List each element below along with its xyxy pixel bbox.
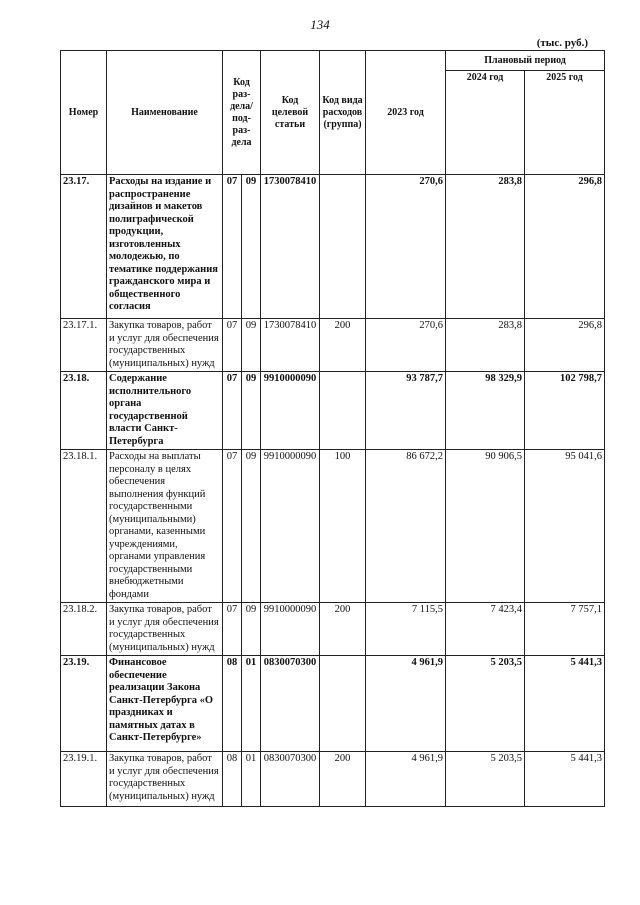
row-section: 07 xyxy=(223,175,242,319)
row-expense-type: 200 xyxy=(320,319,366,372)
table-row xyxy=(61,603,605,656)
row-name: Закупка товаров, работ и услуг для обеспечения государственных (муниципальных) нужд xyxy=(107,319,223,372)
row-value-2024: 5 203,5 xyxy=(446,752,525,807)
row-name: Финансовое обеспечение реализации Закона Санкт-Петербурга «О праздниках и памятных датах в Санкт-Петербурге» xyxy=(107,656,223,752)
row-name: Расходы на издание и распространение дизайнов и макетов полиграфической продукции, изготовленных молодежью, по тематике поддержания гражданского мира и общественного согласия xyxy=(107,175,223,319)
header-planned: Плановый период xyxy=(446,51,605,71)
row-section: 07 xyxy=(223,450,242,603)
row-target-code: 1730078410 xyxy=(261,175,320,319)
row-expense-type xyxy=(320,656,366,752)
table-row xyxy=(61,752,605,807)
row-number: 23.17.1. xyxy=(61,319,107,372)
row-name: Содержание исполнительного органа государственной власти Санкт-Петербурга xyxy=(107,372,223,450)
row-value-2024: 5 203,5 xyxy=(446,656,525,752)
row-expense-type: 100 xyxy=(320,450,366,603)
row-value-2024: 98 329,9 xyxy=(446,372,525,450)
header-name: Наименование xyxy=(107,51,223,175)
row-name: Расходы на выплаты персоналу в целях обеспечения выполнения функций государственными (муниципальными) органами, казенными учреждениями, органами управления государственными внебюджетными фондами xyxy=(107,450,223,603)
table-row xyxy=(61,175,605,319)
header-number: Номер xyxy=(61,51,107,175)
row-value-2025: 296,8 xyxy=(525,319,605,372)
row-section: 07 xyxy=(223,319,242,372)
row-target-code: 9910000090 xyxy=(261,603,320,656)
budget-table xyxy=(60,50,605,807)
row-number: 23.18. xyxy=(61,372,107,450)
row-value-2025: 5 441,3 xyxy=(525,752,605,807)
units-label: (тыс. руб.) xyxy=(536,37,588,49)
row-value-2023: 86 672,2 xyxy=(366,450,446,603)
header-expense-type: Код вида расходов (группа) xyxy=(320,51,366,175)
row-value-2024: 283,8 xyxy=(446,175,525,319)
row-section: 08 xyxy=(223,656,242,752)
row-name: Закупка товаров, работ и услуг для обеспечения государственных (муниципальных) нужд xyxy=(107,603,223,656)
row-value-2025: 7 757,1 xyxy=(525,603,605,656)
row-subsection: 01 xyxy=(242,656,261,752)
row-subsection: 09 xyxy=(242,450,261,603)
row-section: 07 xyxy=(223,603,242,656)
row-section: 07 xyxy=(223,372,242,450)
row-target-code: 9910000090 xyxy=(261,372,320,450)
row-value-2023: 4 961,9 xyxy=(366,752,446,807)
row-expense-type xyxy=(320,175,366,319)
table-row xyxy=(61,319,605,372)
row-section: 08 xyxy=(223,752,242,807)
table-row xyxy=(61,372,605,450)
row-target-code: 0830070300 xyxy=(261,656,320,752)
row-target-code: 9910000090 xyxy=(261,450,320,603)
row-name: Закупка товаров, работ и услуг для обеспечения государственных (муниципальных) нужд xyxy=(107,752,223,807)
page-number: 134 xyxy=(310,17,330,32)
row-value-2023: 7 115,5 xyxy=(366,603,446,656)
header-target: Код целевой статьи xyxy=(261,51,320,175)
row-subsection: 09 xyxy=(242,175,261,319)
header-section: Код раз-дела/ под-раз-дела xyxy=(223,51,261,175)
row-subsection: 09 xyxy=(242,319,261,372)
row-value-2023: 270,6 xyxy=(366,175,446,319)
row-value-2025: 296,8 xyxy=(525,175,605,319)
row-value-2025: 5 441,3 xyxy=(525,656,605,752)
row-number: 23.17. xyxy=(61,175,107,319)
row-value-2025: 102 798,7 xyxy=(525,372,605,450)
row-number: 23.19. xyxy=(61,656,107,752)
row-value-2024: 283,8 xyxy=(446,319,525,372)
table-row xyxy=(61,450,605,603)
row-expense-type: 200 xyxy=(320,752,366,807)
row-number: 23.18.1. xyxy=(61,450,107,603)
header-2023: 2023 год xyxy=(366,51,446,175)
row-expense-type: 200 xyxy=(320,603,366,656)
row-subsection: 01 xyxy=(242,752,261,807)
row-number: 23.19.1. xyxy=(61,752,107,807)
row-value-2023: 4 961,9 xyxy=(366,656,446,752)
row-expense-type xyxy=(320,372,366,450)
table-row xyxy=(61,656,605,752)
row-value-2023: 93 787,7 xyxy=(366,372,446,450)
row-subsection: 09 xyxy=(242,603,261,656)
header-2025: 2025 год xyxy=(525,71,605,175)
table-body xyxy=(61,175,605,807)
header-2024: 2024 год xyxy=(446,71,525,175)
row-subsection: 09 xyxy=(242,372,261,450)
row-value-2023: 270,6 xyxy=(366,319,446,372)
row-value-2024: 7 423,4 xyxy=(446,603,525,656)
table-header xyxy=(61,51,605,175)
row-number: 23.18.2. xyxy=(61,603,107,656)
row-value-2024: 90 906,5 xyxy=(446,450,525,603)
row-target-code: 0830070300 xyxy=(261,752,320,807)
row-target-code: 1730078410 xyxy=(261,319,320,372)
row-value-2025: 95 041,6 xyxy=(525,450,605,603)
